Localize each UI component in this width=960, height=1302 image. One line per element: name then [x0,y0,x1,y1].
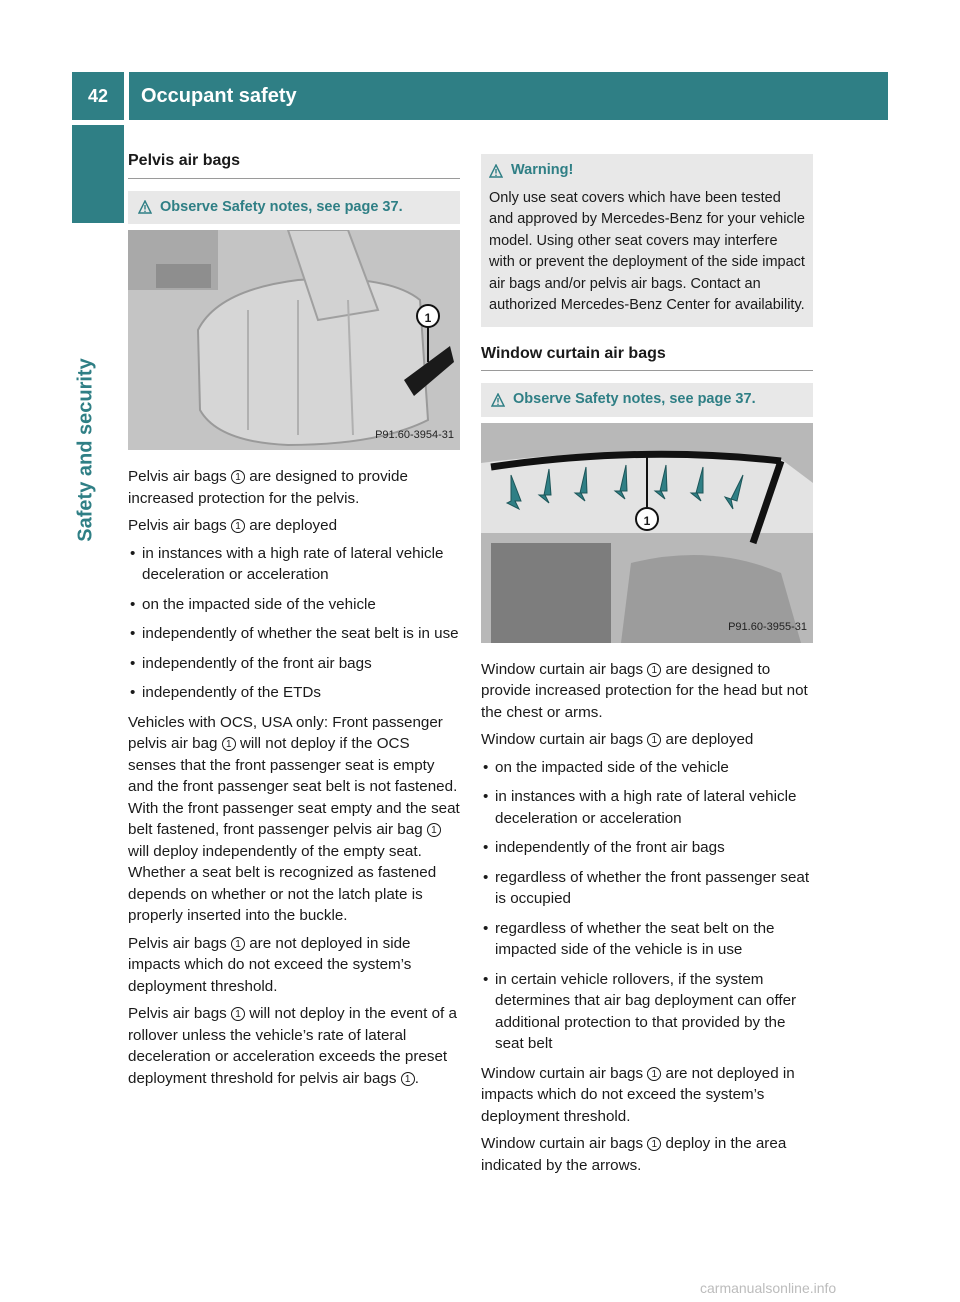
paragraph: Window curtain air bags 1 are not deployed in impacts which do not exceed the system’s deployment threshold. [481,1064,795,1125]
callout-marker: 1 [401,1072,415,1086]
safety-note [481,383,813,417]
callout-marker: 1 [231,519,245,533]
warning-box [481,154,813,327]
callout-marker: 1 [647,663,661,677]
warning-triangle-icon [138,200,152,214]
callout-marker: 1 [427,823,441,837]
callout-marker: 1 [647,1137,661,1151]
list-item: • in instances with a high rate of lateral vehicle deceleration or acceleration [128,543,460,586]
callout-marker: 1 [231,1007,245,1021]
bullet-list [128,543,460,704]
cabin-illustration [481,423,813,643]
chapter-title: Occupant safety [129,72,888,120]
list-item: • regardless of whether the front passenger seat is occupied [481,867,813,910]
paragraph: Pelvis air bags 1 are not deployed in side impacts which do not exceed the system’s deployment threshold. [128,934,412,995]
list-item: • independently of whether the seat belt is in use [128,623,460,645]
list-item: • independently of the front air bags [481,837,813,859]
paragraph: Pelvis air bags 1 are deployed [128,517,338,534]
section-tab [72,125,124,223]
callout-marker: 1 [222,737,236,751]
callout-marker: 1 [231,470,245,484]
callout-marker: 1 [647,1067,661,1081]
list-item: • in instances with a high rate of lateral vehicle deceleration or acceleration [481,786,813,829]
warning-title: Warning! [511,162,574,178]
safety-note-text: Observe Safety notes, see page 37. [160,198,403,215]
list-item: • independently of the ETDs [128,682,460,704]
pelvis-airbag-photo [128,230,460,450]
paragraph: Pelvis air bags 1 are designed to provide increased protection for the pelvis. [128,468,408,507]
callout-marker: 1 [647,733,661,747]
warning-triangle-icon [491,393,505,407]
paragraph: Window curtain air bags 1 deploy in the area indicated by the arrows. [481,1135,787,1174]
warning-text: Only use seat covers which have been tested and approved by Mercedes-Benz for your vehicle model. Using other seat covers may interfere with or prevent the deployment of the side impact air bags and/or pelvis air bags. Contact an authorized Mercedes-Benz Center for availability. [489,189,805,313]
paragraph: Pelvis air bags 1 will not deploy in the event of a rollover unless the vehicle’s rate of lateral deceleration or acceleration exceeds the preset deployment threshold for pelvis air bags 1 . [128,1005,457,1087]
callout-label: 1 [643,513,651,528]
bullet-list [481,757,813,1055]
page-number: 42 [72,72,124,120]
list-item: • on the impacted side of the vehicle [128,594,460,616]
safety-note [128,191,460,225]
list-item: • regardless of whether the seat belt on the impacted side of the vehicle is in use [481,918,813,961]
safety-note-text: Observe Safety notes, see page 37. [513,391,756,407]
callout-marker: 1 [231,937,245,951]
callout-label: 1 [424,311,432,325]
paragraph: Window curtain air bags 1 are deployed [481,731,754,748]
list-item: • in certain vehicle rollovers, if the system determines that air bag deployment can offer additional protection to that provided by the seat belt [481,969,813,1055]
paragraph: Window curtain air bags 1 are designed to provide increased protection for the head but not the chest or arms. [481,660,808,721]
pelvis-heading: Pelvis air bags [128,150,460,179]
paragraph: Vehicles with OCS, USA only: Front passenger pelvis air bag 1 will not deploy if the OCS senses that the front passenger seat is empty and the front passenger seat belt is not fastened. With the front passenger seat empty and the seat belt fastened, front passenger pelvis air bag 1 will deploy independently of the empty seat. Whether a seat belt is recognized as fastened depends on whether or not the latch plate is properly inserted into the buckle. [128,713,460,924]
window-curtain-heading: Window curtain air bags [481,343,813,372]
section-label: Safety and security [74,358,97,542]
photo-reference: P91.60-3955-31 [728,621,807,633]
list-item: • on the impacted side of the vehicle [481,757,813,779]
curtain-airbag-photo [481,423,813,643]
right-column [481,154,813,1182]
watermark: carmanualsonline.info [700,1280,837,1296]
left-column [128,150,460,1095]
photo-reference: P91.60-3954-31 [375,428,454,441]
seat-illustration [128,230,460,450]
warning-triangle-icon [489,164,503,178]
list-item: • independently of the front air bags [128,653,460,675]
